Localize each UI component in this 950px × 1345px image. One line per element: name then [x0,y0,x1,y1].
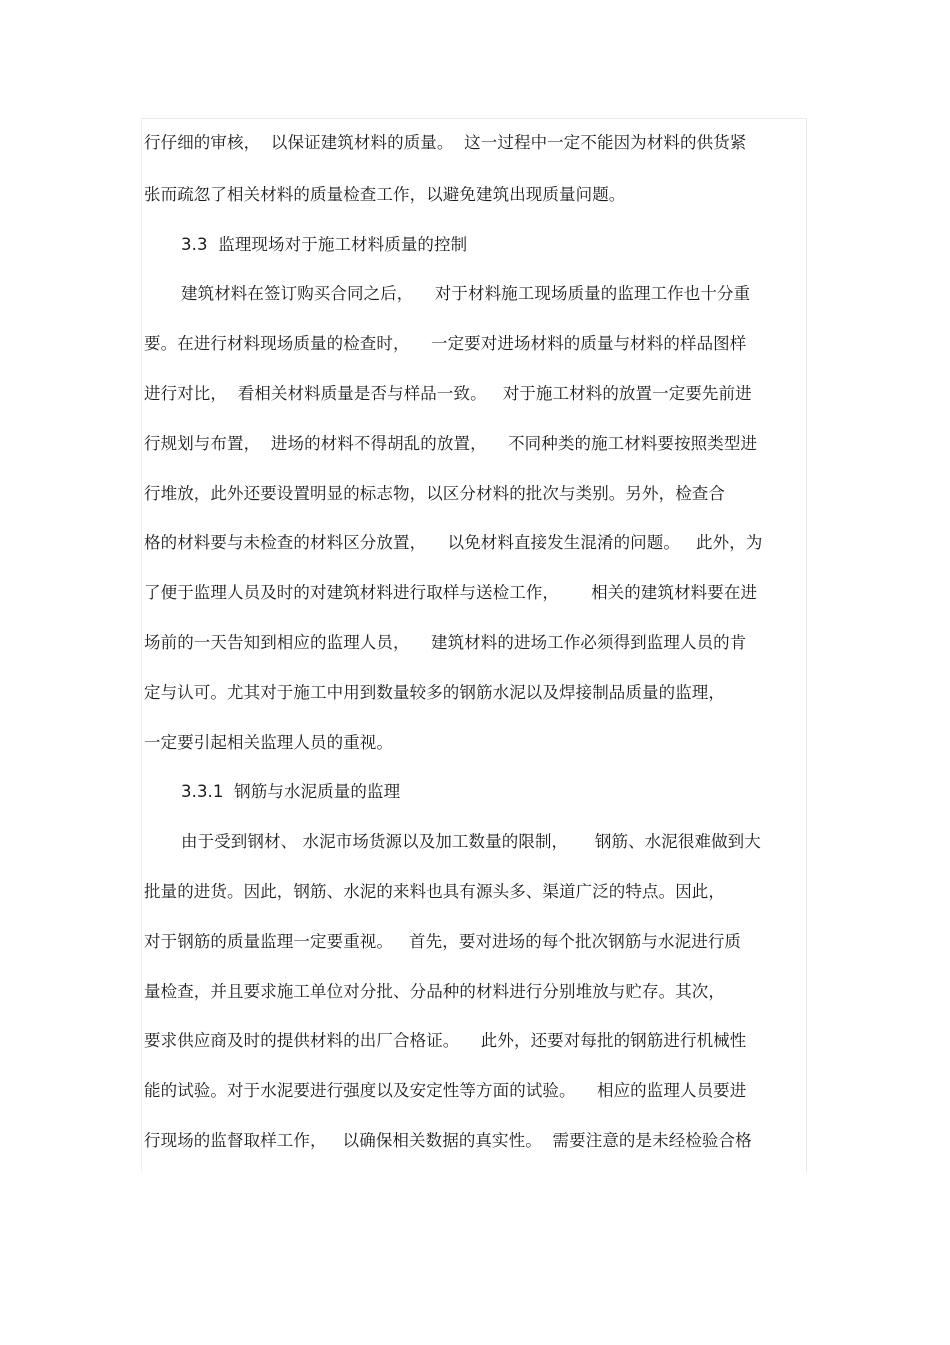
text-line: 批量的进货。因此，钢筋、水泥的来料也具有源头多、渠道广泛的特点。因此， [144,882,725,901]
text-line: 建筑材料在签订购买合同之后， 对于材料施工现场质量的监理工作也十分重 [181,284,751,303]
text-line: 格的材料要与未检查的材料区分放置， 以免材料直接发生混淆的问题。 此外，为 [144,533,763,552]
text-line: 行仔细的审核， 以保证建筑材料的质量。 这一过程中一定不能因为材料的供货紧 [144,133,747,152]
text-line: 量检查，并且要求施工单位对分批、分品种的材料进行分别堆放与贮存。其次， [144,982,725,1001]
text-line: 进行对比， 看相关材料质量是否与样品一致。 对于施工材料的放置一定要先前进 [144,384,752,403]
text-line: 行规划与布置， 进场的材料不得胡乱的放置， 不同种类的施工材料要按照类型进 [144,434,758,453]
text-line: 对于钢筋的质量监理一定要重视。 首先，要对进场的每个批次钢筋与水泥进行质 [144,932,742,951]
text-line: 要。在进行材料现场质量的检查时， 一定要对进场材料的质量与材料的样品图样 [144,334,747,353]
section-heading-3-3-1: 3.3.1 钢筋与水泥质量的监理 [181,782,401,801]
section-heading-3-3: 3.3 监理现场对于施工材料质量的控制 [181,235,468,254]
text-line: 张而疏忽了相关材料的质量检查工作，以避免建筑出现质量问题。 [144,185,626,204]
text-line: 能的试验。对于水泥要进行强度以及安定性等方面的试验。 相应的监理人员要进 [144,1081,747,1100]
text-line: 一定要引起相关监理人员的重视。 [144,733,393,752]
text-line: 定与认可。尤其对于施工中用到数量较多的钢筋水泥以及焊接制品质量的监理， [144,683,725,702]
text-line: 行堆放，此外还要设置明显的标志物，以区分材料的批次与类别。另外，检查合 [144,484,725,503]
text-line: 要求供应商及时的提供材料的出厂合格证。 此外，还要对每批的钢筋进行机械性 [144,1031,747,1050]
text-line: 由于受到钢材、 水泥市场货源以及加工数量的限制， 钢筋、水泥很难做到大 [181,832,761,851]
text-line: 了便于监理人员及时的对建筑材料进行取样与送检工作， 相关的建筑材料要在进 [144,583,758,602]
text-line: 场前的一天告知到相应的监理人员， 建筑材料的进场工作必须得到监理人员的肯 [144,633,747,652]
text-line: 行现场的监督取样工作， 以确保相关数据的真实性。 需要注意的是未经检验合格 [144,1131,752,1150]
